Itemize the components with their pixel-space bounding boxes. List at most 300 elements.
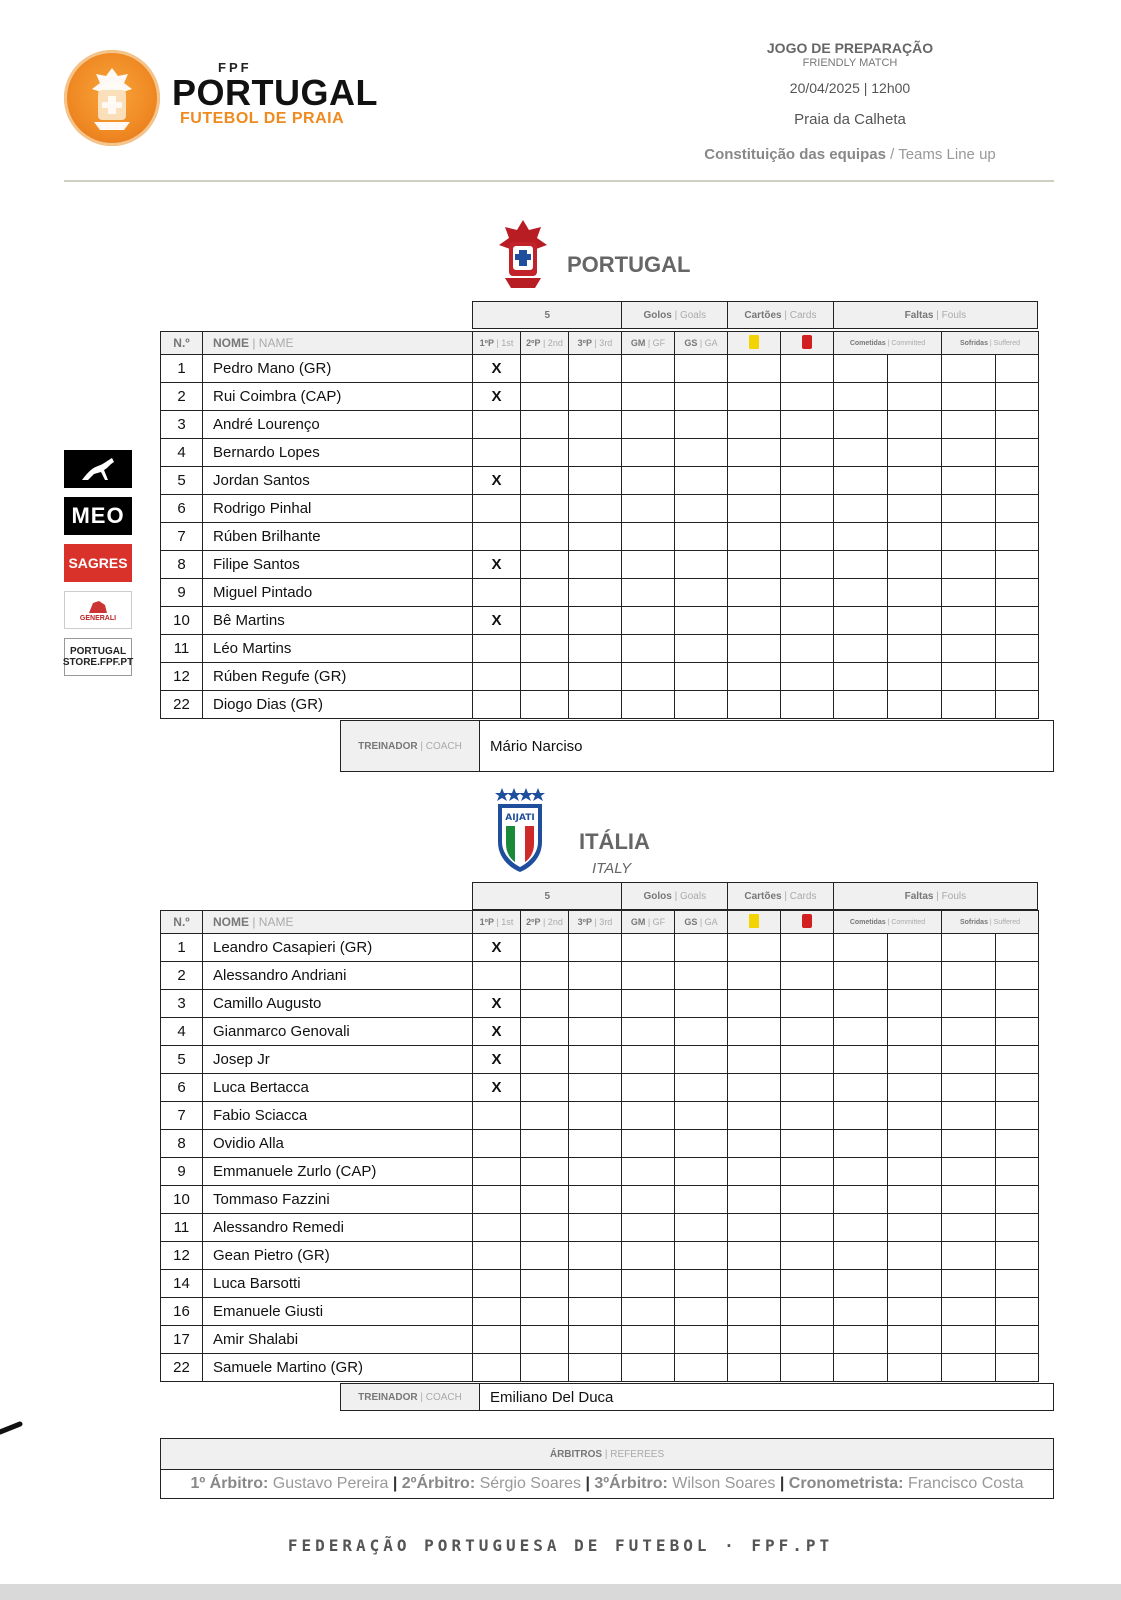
goals-title-en: | Goals xyxy=(674,890,707,902)
player-number: 1 xyxy=(161,355,203,383)
empty-cell xyxy=(569,607,622,635)
player-row xyxy=(161,1018,1039,1046)
player-row xyxy=(161,579,1039,607)
empty-cell xyxy=(622,990,675,1018)
empty-cell xyxy=(521,383,569,411)
empty-cell xyxy=(996,990,1039,1018)
col-num-label: N.º xyxy=(173,336,190,350)
player-name: Alessandro Remedi xyxy=(203,1214,473,1242)
empty-cell xyxy=(728,523,781,551)
empty-cell xyxy=(834,635,888,663)
empty-cell xyxy=(521,523,569,551)
cards-title: Cartões xyxy=(744,309,782,321)
empty-cell xyxy=(834,1018,888,1046)
col-red-card-header xyxy=(781,332,834,355)
period1-mark: X xyxy=(473,551,521,579)
empty-cell xyxy=(888,962,942,990)
player-name: Pedro Mano (GR) xyxy=(203,355,473,383)
empty-cell xyxy=(622,663,675,691)
empty-cell xyxy=(781,607,834,635)
period1-mark xyxy=(473,635,521,663)
empty-cell xyxy=(888,1018,942,1046)
empty-cell xyxy=(888,579,942,607)
col-period2-header xyxy=(521,332,569,355)
empty-cell xyxy=(834,1270,888,1298)
player-name: Emanuele Giusti xyxy=(203,1298,473,1326)
empty-cell xyxy=(675,1158,728,1186)
yellow-card-icon xyxy=(749,335,759,349)
referees-title: ÁRBITROS xyxy=(549,1448,603,1460)
player-name: Luca Bertacca xyxy=(203,1074,473,1102)
coach-row-portugal xyxy=(340,720,1054,772)
empty-cell xyxy=(888,1298,942,1326)
period1-mark: X xyxy=(473,467,521,495)
empty-cell xyxy=(675,691,728,719)
player-number: 1 xyxy=(161,934,203,962)
empty-cell xyxy=(781,495,834,523)
empty-cell xyxy=(996,1074,1039,1102)
col-red-card-header xyxy=(781,911,834,934)
empty-cell xyxy=(834,962,888,990)
player-number: 11 xyxy=(161,635,203,663)
fouls-group xyxy=(833,302,1037,328)
empty-cell xyxy=(675,1242,728,1270)
empty-cell xyxy=(569,1046,622,1074)
player-row xyxy=(161,1326,1039,1354)
empty-cell xyxy=(996,1326,1039,1354)
empty-cell xyxy=(834,467,888,495)
col-goals-scored-label: GM xyxy=(630,917,646,927)
empty-cell xyxy=(728,467,781,495)
player-row xyxy=(161,1270,1039,1298)
player-row xyxy=(161,607,1039,635)
empty-cell xyxy=(834,663,888,691)
empty-cell xyxy=(569,1074,622,1102)
empty-cell xyxy=(942,1326,996,1354)
empty-cell xyxy=(781,1018,834,1046)
player-name: Gean Pietro (GR) xyxy=(203,1242,473,1270)
empty-cell xyxy=(996,355,1039,383)
italy-crest xyxy=(494,786,546,879)
player-name: Bernardo Lopes xyxy=(203,439,473,467)
empty-cell xyxy=(781,1326,834,1354)
player-name: Rui Coimbra (CAP) xyxy=(203,383,473,411)
player-name: Emmanuele Zurlo (CAP) xyxy=(203,1158,473,1186)
empty-cell xyxy=(888,551,942,579)
empty-cell xyxy=(781,579,834,607)
empty-cell xyxy=(728,551,781,579)
empty-cell xyxy=(569,990,622,1018)
player-row xyxy=(161,1214,1039,1242)
period1-mark xyxy=(473,579,521,607)
player-row xyxy=(161,990,1039,1018)
empty-cell xyxy=(781,691,834,719)
empty-cell xyxy=(942,439,996,467)
player-name: Amir Shalabi xyxy=(203,1326,473,1354)
empty-cell xyxy=(996,495,1039,523)
empty-cell xyxy=(622,1242,675,1270)
empty-cell xyxy=(569,1326,622,1354)
period1-mark xyxy=(473,523,521,551)
coach-label xyxy=(341,721,480,771)
committed-label: Cometidas xyxy=(849,918,886,926)
coach-label-pt: TREINADOR xyxy=(358,1391,418,1403)
col-goals-scored-label-en: | GF xyxy=(647,338,666,348)
brand-title: PORTUGAL xyxy=(172,72,378,113)
empty-cell xyxy=(521,551,569,579)
team-subtitle-italy: ITALY xyxy=(592,860,632,877)
empty-cell xyxy=(675,355,728,383)
empty-cell xyxy=(675,1186,728,1214)
empty-cell xyxy=(781,1242,834,1270)
col-period2-label: 2ºP xyxy=(526,917,541,927)
empty-cell xyxy=(622,439,675,467)
empty-cell xyxy=(569,1018,622,1046)
player-number: 7 xyxy=(161,523,203,551)
period1-mark xyxy=(473,1298,521,1326)
period1-mark xyxy=(473,1270,521,1298)
period1-mark: X xyxy=(473,990,521,1018)
player-row xyxy=(161,635,1039,663)
empty-cell xyxy=(781,1130,834,1158)
player-name: Tommaso Fazzini xyxy=(203,1186,473,1214)
col-period2-header xyxy=(521,911,569,934)
player-row xyxy=(161,1102,1039,1130)
empty-cell xyxy=(675,383,728,411)
player-row xyxy=(161,495,1039,523)
empty-cell xyxy=(728,1130,781,1158)
suffered-label-en: | Suffered xyxy=(989,918,1021,926)
referee1-label: 1º Árbitro: xyxy=(190,1475,269,1492)
empty-cell xyxy=(996,523,1039,551)
player-number: 3 xyxy=(161,411,203,439)
footer-text: FEDERAÇÃO PORTUGUESA DE FUTEBOL · FPF.PT xyxy=(287,1536,834,1555)
empty-cell xyxy=(888,1214,942,1242)
empty-cell xyxy=(675,495,728,523)
empty-cell xyxy=(996,1270,1039,1298)
suffered-label: Sofridas xyxy=(959,339,988,347)
empty-cell xyxy=(622,467,675,495)
empty-cell xyxy=(728,1298,781,1326)
empty-cell xyxy=(728,607,781,635)
empty-cell xyxy=(521,990,569,1018)
col-yellow-card-header xyxy=(728,911,781,934)
player-number: 6 xyxy=(161,495,203,523)
empty-cell xyxy=(521,467,569,495)
period1-mark xyxy=(473,1102,521,1130)
period1-mark: X xyxy=(473,1018,521,1046)
empty-cell xyxy=(569,579,622,607)
empty-cell xyxy=(622,1074,675,1102)
team-name-italy: ITÁLIA xyxy=(579,829,650,854)
empty-cell xyxy=(569,1102,622,1130)
empty-cell xyxy=(996,439,1039,467)
col-goals-scored-header xyxy=(622,332,675,355)
empty-cell xyxy=(675,607,728,635)
empty-cell xyxy=(942,467,996,495)
column-header-row xyxy=(161,911,1039,934)
player-row xyxy=(161,1242,1039,1270)
player-number: 17 xyxy=(161,1326,203,1354)
player-number: 11 xyxy=(161,1214,203,1242)
col-period1-label-en: | 1st xyxy=(496,338,514,348)
empty-cell xyxy=(622,411,675,439)
empty-cell xyxy=(728,990,781,1018)
empty-cell xyxy=(888,1270,942,1298)
player-number: 12 xyxy=(161,663,203,691)
empty-cell xyxy=(675,551,728,579)
referees-header xyxy=(161,1439,1053,1470)
cards-group xyxy=(727,883,833,909)
coach-label-en: | COACH xyxy=(420,1391,462,1403)
referee2-name: Sérgio Soares xyxy=(479,1475,581,1492)
col-num-header xyxy=(161,911,203,934)
empty-cell xyxy=(834,411,888,439)
column-group-header xyxy=(472,882,1038,910)
empty-cell xyxy=(996,1214,1039,1242)
empty-cell xyxy=(996,962,1039,990)
empty-cell xyxy=(888,1130,942,1158)
col-period3-header xyxy=(569,911,622,934)
empty-cell xyxy=(996,1242,1039,1270)
player-row xyxy=(161,523,1039,551)
empty-cell xyxy=(834,1326,888,1354)
player-number: 4 xyxy=(161,1018,203,1046)
player-row xyxy=(161,663,1039,691)
player-row xyxy=(161,551,1039,579)
generali-text: GENERALI xyxy=(79,614,117,622)
empty-cell xyxy=(781,635,834,663)
empty-cell xyxy=(834,1186,888,1214)
timekeeper-label: Cronometrista: xyxy=(788,1475,904,1492)
player-row xyxy=(161,1158,1039,1186)
empty-cell xyxy=(728,934,781,962)
empty-cell xyxy=(834,1214,888,1242)
empty-cell xyxy=(996,607,1039,635)
empty-cell xyxy=(834,355,888,383)
player-name: Gianmarco Genovali xyxy=(203,1018,473,1046)
empty-cell xyxy=(521,1270,569,1298)
empty-cell xyxy=(622,691,675,719)
col-goals-scored-label: GM xyxy=(630,338,646,348)
player-row xyxy=(161,383,1039,411)
empty-cell xyxy=(569,1298,622,1326)
empty-cell xyxy=(781,411,834,439)
empty-cell xyxy=(942,1018,996,1046)
empty-cell xyxy=(728,411,781,439)
player-row xyxy=(161,934,1039,962)
player-row xyxy=(161,467,1039,495)
portugal-crest xyxy=(493,218,553,299)
match-type: JOGO DE PREPARAÇÃO xyxy=(766,40,934,56)
referees-list: 1º Árbitro: Gustavo Pereira | 2ºÁrbitro: Sérgio Soares | 3ºÁrbitro: Wilson Soares | Cronometrista: Francisco Costa xyxy=(190,1475,1024,1492)
col-name-label-en: | NAME xyxy=(252,336,294,350)
player-name: Alessandro Andriani xyxy=(203,962,473,990)
coach-label-pt: TREINADOR xyxy=(358,740,418,752)
empty-cell xyxy=(781,1186,834,1214)
period1-mark: X xyxy=(473,607,521,635)
empty-cell xyxy=(996,383,1039,411)
empty-cell xyxy=(569,1186,622,1214)
empty-cell xyxy=(781,355,834,383)
puma-cat-icon xyxy=(78,454,118,484)
empty-cell xyxy=(942,1046,996,1074)
coach-name: Emiliano Del Duca xyxy=(490,1388,614,1406)
fouls-title: Faltas xyxy=(904,890,934,902)
empty-cell xyxy=(569,383,622,411)
empty-cell xyxy=(834,1046,888,1074)
empty-cell xyxy=(728,579,781,607)
pen-mark xyxy=(0,1420,24,1441)
doc-title xyxy=(700,146,1000,163)
empty-cell xyxy=(569,934,622,962)
empty-cell xyxy=(834,1298,888,1326)
referee2-label: 2ºÁrbitro: xyxy=(401,1475,476,1492)
empty-cell xyxy=(996,934,1039,962)
empty-cell xyxy=(521,934,569,962)
empty-cell xyxy=(675,635,728,663)
player-number: 10 xyxy=(161,1186,203,1214)
empty-cell xyxy=(521,962,569,990)
empty-cell xyxy=(942,523,996,551)
empty-cell xyxy=(728,1186,781,1214)
periods-title: 5 xyxy=(544,309,551,321)
empty-cell xyxy=(622,1354,675,1382)
brand-subtitle: FUTEBOL DE PRAIA xyxy=(180,110,345,127)
player-row xyxy=(161,691,1039,719)
empty-cell xyxy=(834,1074,888,1102)
col-goals-against-label-en: | GA xyxy=(699,917,718,927)
col-goals-scored-label-en: | GF xyxy=(647,917,666,927)
empty-cell xyxy=(675,411,728,439)
period1-mark: X xyxy=(473,1074,521,1102)
puma-logo xyxy=(64,450,132,488)
player-name: Léo Martins xyxy=(203,635,473,663)
empty-cell xyxy=(888,1102,942,1130)
empty-cell xyxy=(521,439,569,467)
doc-title-pt: Constituição das equipas xyxy=(704,146,886,163)
player-number: 2 xyxy=(161,383,203,411)
player-name: Luca Barsotti xyxy=(203,1270,473,1298)
periods-group xyxy=(473,883,621,909)
col-period3-label: 3ºP xyxy=(577,338,592,348)
col-period1-label: 1ºP xyxy=(479,338,494,348)
empty-cell xyxy=(888,635,942,663)
player-row xyxy=(161,1130,1039,1158)
empty-cell xyxy=(942,579,996,607)
empty-cell xyxy=(675,1326,728,1354)
player-number: 9 xyxy=(161,579,203,607)
empty-cell xyxy=(996,1130,1039,1158)
empty-cell xyxy=(675,467,728,495)
player-name: Leandro Casapieri (GR) xyxy=(203,934,473,962)
empty-cell xyxy=(675,1102,728,1130)
empty-cell xyxy=(888,523,942,551)
match-type-en: FRIENDLY MATCH xyxy=(802,57,898,69)
empty-cell xyxy=(521,355,569,383)
empty-cell xyxy=(781,1354,834,1382)
empty-cell xyxy=(569,1270,622,1298)
empty-cell xyxy=(521,607,569,635)
player-number: 4 xyxy=(161,439,203,467)
period1-mark xyxy=(473,1130,521,1158)
goals-title-en: | Goals xyxy=(674,309,707,321)
empty-cell xyxy=(521,663,569,691)
empty-cell xyxy=(834,1354,888,1382)
goals-title: Golos xyxy=(643,309,672,321)
player-number: 3 xyxy=(161,990,203,1018)
empty-cell xyxy=(569,355,622,383)
empty-cell xyxy=(622,1326,675,1354)
empty-cell xyxy=(569,1354,622,1382)
empty-cell xyxy=(569,691,622,719)
empty-cell xyxy=(622,1018,675,1046)
empty-cell xyxy=(888,439,942,467)
empty-cell xyxy=(622,551,675,579)
empty-cell xyxy=(675,1018,728,1046)
empty-cell xyxy=(521,495,569,523)
empty-cell xyxy=(622,1298,675,1326)
empty-cell xyxy=(942,607,996,635)
empty-cell xyxy=(569,1130,622,1158)
empty-cell xyxy=(942,990,996,1018)
empty-cell xyxy=(675,1270,728,1298)
player-number: 7 xyxy=(161,1102,203,1130)
period1-mark: X xyxy=(473,934,521,962)
empty-cell xyxy=(781,467,834,495)
empty-cell xyxy=(622,962,675,990)
empty-cell xyxy=(942,1270,996,1298)
player-name: Ovidio Alla xyxy=(203,1130,473,1158)
empty-cell xyxy=(781,1046,834,1074)
empty-cell xyxy=(781,523,834,551)
column-group-header xyxy=(472,301,1038,329)
empty-cell xyxy=(834,1242,888,1270)
empty-cell xyxy=(622,1186,675,1214)
meo-logo: MEO xyxy=(64,497,132,535)
player-row xyxy=(161,1298,1039,1326)
empty-cell xyxy=(996,1018,1039,1046)
empty-cell xyxy=(521,1102,569,1130)
empty-cell xyxy=(996,635,1039,663)
empty-cell xyxy=(781,1298,834,1326)
player-number: 8 xyxy=(161,551,203,579)
committed-label-en: | Committed xyxy=(887,339,926,347)
player-row xyxy=(161,1186,1039,1214)
col-period1-header xyxy=(473,332,521,355)
empty-cell xyxy=(996,411,1039,439)
sagres-logo: SAGRES xyxy=(64,544,132,582)
empty-cell xyxy=(521,411,569,439)
svg-text:AIJATI: AIJATI xyxy=(505,813,535,823)
empty-cell xyxy=(521,1186,569,1214)
empty-cell xyxy=(834,990,888,1018)
col-period3-label-en: | 3rd xyxy=(594,917,613,927)
empty-cell xyxy=(569,1158,622,1186)
empty-cell xyxy=(622,1214,675,1242)
player-number: 14 xyxy=(161,1270,203,1298)
suffered-label-en: | Suffered xyxy=(989,339,1021,347)
period1-mark xyxy=(473,1186,521,1214)
empty-cell xyxy=(942,635,996,663)
empty-cell xyxy=(675,1214,728,1242)
empty-cell xyxy=(888,1074,942,1102)
col-goals-scored-header xyxy=(622,911,675,934)
empty-cell xyxy=(622,1046,675,1074)
period1-mark xyxy=(473,439,521,467)
empty-cell xyxy=(622,1158,675,1186)
empty-cell xyxy=(888,1158,942,1186)
